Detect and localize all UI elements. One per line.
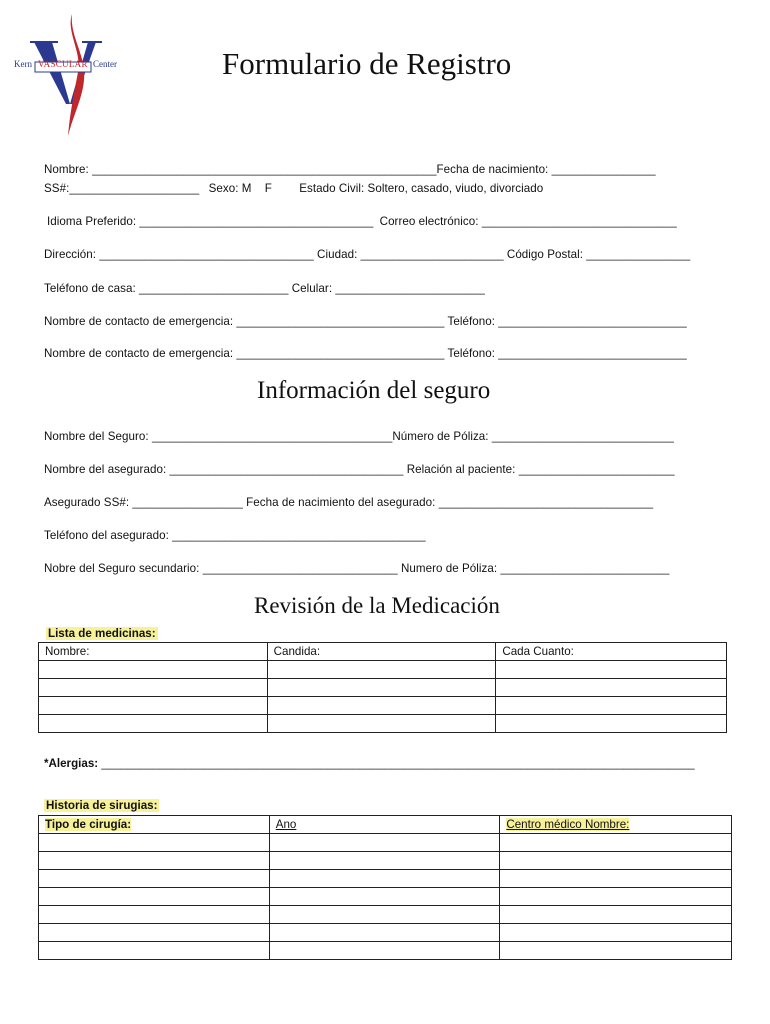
email-label: Correo electrónico: (379, 215, 479, 228)
insured-dob-label: Fecha de nacimiento del asegurado: (246, 496, 436, 509)
insured-name-field[interactable]: ____________________________________ (169, 463, 404, 476)
logo-word-vascular: VASCULAR (38, 59, 88, 69)
row-insured-ss (44, 496, 653, 509)
table-header-row (39, 643, 727, 661)
row-ss-sex-marital (44, 182, 543, 195)
table-row (39, 852, 732, 870)
zip-field[interactable]: ________________ (586, 248, 691, 261)
marital-status-options[interactable]: Estado Civil: Soltero, casado, viudo, divorciado (299, 182, 544, 195)
logo-word-kern: Kern (14, 59, 32, 69)
row-emergency-contact-2 (44, 347, 687, 360)
secondary-policy-field[interactable]: __________________________ (500, 562, 670, 575)
column-header (269, 816, 500, 834)
row-secondary-insurance (44, 562, 669, 575)
logo-mark-icon (12, 12, 132, 137)
table-cell[interactable] (39, 942, 270, 960)
cell-phone-label: Celular: (291, 282, 333, 295)
row-address (44, 248, 690, 261)
column-header: Nombre: (39, 643, 268, 661)
language-label: Idioma Preferido: (47, 215, 137, 228)
table-cell[interactable] (267, 661, 496, 679)
table-row (39, 906, 732, 924)
table-cell[interactable] (39, 852, 270, 870)
surgery-year-header: Ano (275, 818, 297, 831)
table-cell[interactable] (496, 661, 727, 679)
relationship-label: Relación al paciente: (406, 463, 516, 476)
table-row (39, 924, 732, 942)
address-field[interactable]: _________________________________ (99, 248, 314, 261)
table-cell[interactable] (267, 697, 496, 715)
table-cell[interactable] (500, 924, 732, 942)
dob-label: Fecha de nacimiento: (436, 163, 549, 176)
email-field[interactable]: ______________________________ (481, 215, 677, 228)
allergies-row (44, 757, 695, 770)
insured-ss-field[interactable]: _________________ (132, 496, 243, 509)
table-cell[interactable] (39, 906, 270, 924)
table-cell[interactable] (39, 679, 268, 697)
emergency-phone-field[interactable]: _____________________________ (498, 347, 687, 360)
table-cell[interactable] (269, 942, 500, 960)
insurance-name-label: Nombre del Seguro: (44, 430, 149, 443)
kern-vascular-logo (12, 12, 132, 137)
emergency-contact-field[interactable]: ________________________________ (236, 315, 445, 328)
medication-section-title: Revisión de la Medicación (254, 593, 500, 618)
emergency-contact-label: Nombre de contacto de emergencia: (44, 315, 234, 328)
table-cell[interactable] (496, 679, 727, 697)
name-field[interactable]: _____________________________________________________ (92, 163, 437, 176)
table-cell[interactable] (269, 834, 500, 852)
insured-ss-label: Asegurado SS#: (44, 496, 130, 509)
policy-number-label: Número de Póliza: (392, 430, 489, 443)
surgery-center-header: Centro médico Nombre: (506, 818, 630, 831)
table-header-row (39, 816, 732, 834)
language-field[interactable]: ____________________________________ (139, 215, 374, 228)
emergency-contact-field[interactable]: ________________________________ (236, 347, 445, 360)
insured-dob-field[interactable]: _________________________________ (438, 496, 654, 509)
surgery-history-label: Historia de sirugias: (46, 799, 158, 812)
row-emergency-contact-1 (44, 315, 687, 328)
relationship-field[interactable]: ________________________ (518, 463, 675, 476)
column-header: Cada Cuanto: (496, 643, 727, 661)
home-phone-label: Teléfono de casa: (44, 282, 136, 295)
table-cell[interactable] (269, 870, 500, 888)
medication-list-label: Lista de medicinas: (48, 627, 156, 640)
table-cell[interactable] (500, 888, 732, 906)
ss-field[interactable]: ____________________ (69, 182, 200, 195)
insured-name-label: Nombre del asegurado: (44, 463, 167, 476)
allergies-label: *Alergias: (44, 757, 99, 770)
page-title: Formulario de Registro (222, 46, 512, 81)
emergency-phone-label: Teléfono: (447, 347, 495, 360)
table-cell[interactable] (500, 852, 732, 870)
table-cell[interactable] (269, 906, 500, 924)
surgery-type-header: Tipo de cirugía: (45, 818, 132, 831)
row-insurance-name (44, 430, 674, 443)
table-cell[interactable] (39, 661, 268, 679)
table-cell[interactable] (267, 679, 496, 697)
allergies-field[interactable]: ____________________________________________________________________________________________ (101, 757, 695, 770)
table-cell[interactable] (496, 715, 727, 733)
secondary-insurance-field[interactable]: ______________________________ (202, 562, 398, 575)
table-row (39, 661, 727, 679)
dob-field[interactable]: ________________ (551, 163, 656, 176)
table-cell[interactable] (39, 888, 270, 906)
table-row (39, 715, 727, 733)
table-cell[interactable] (269, 924, 500, 942)
table-cell[interactable] (39, 697, 268, 715)
ss-label: SS#: (44, 182, 70, 195)
table-cell[interactable] (496, 697, 727, 715)
row-insured-name (44, 463, 675, 476)
column-header (39, 816, 270, 834)
home-phone-field[interactable]: _______________________ (139, 282, 289, 295)
emergency-phone-label: Teléfono: (447, 315, 495, 328)
address-label: Dirección: (44, 248, 97, 261)
city-label: Ciudad: (317, 248, 358, 261)
logo-word-center: Center (93, 59, 117, 69)
zip-label: Código Postal: (506, 248, 583, 261)
column-header: Candida: (267, 643, 496, 661)
insured-phone-field[interactable]: _______________________________________ (172, 529, 426, 542)
table-cell[interactable] (269, 888, 500, 906)
table-row (39, 888, 732, 906)
surgery-table (38, 815, 732, 960)
table-cell[interactable] (500, 942, 732, 960)
name-label: Nombre: (44, 163, 89, 176)
sex-f-option[interactable]: F (264, 182, 272, 195)
emergency-phone-field[interactable]: _____________________________ (498, 315, 687, 328)
table-cell[interactable] (39, 715, 268, 733)
medication-table (38, 642, 727, 733)
secondary-insurance-label: Nobre del Seguro secundario: (44, 562, 200, 575)
row-name-dob (44, 163, 656, 176)
table-row (39, 697, 727, 715)
row-language-email (47, 215, 677, 228)
table-cell[interactable] (500, 870, 732, 888)
table-row (39, 942, 732, 960)
column-header (500, 816, 732, 834)
row-phones (44, 282, 485, 295)
emergency-contact-label: Nombre de contacto de emergencia: (44, 347, 234, 360)
table-cell[interactable] (39, 870, 270, 888)
insurance-section-title: Información del seguro (257, 377, 491, 404)
sex-m-option[interactable]: Sexo: M (208, 182, 252, 195)
table-cell[interactable] (267, 715, 496, 733)
table-cell[interactable] (39, 834, 270, 852)
table-row (39, 870, 732, 888)
secondary-policy-label: Numero de Póliza: (400, 562, 498, 575)
insured-phone-label: Teléfono del asegurado: (44, 529, 169, 542)
table-cell[interactable] (500, 834, 732, 852)
table-cell[interactable] (500, 906, 732, 924)
table-cell[interactable] (39, 924, 270, 942)
table-cell[interactable] (269, 852, 500, 870)
cell-phone-field[interactable]: _______________________ (335, 282, 485, 295)
city-field[interactable]: ______________________ (360, 248, 504, 261)
table-row (39, 679, 727, 697)
policy-number-field[interactable]: ____________________________ (491, 430, 674, 443)
row-insured-phone (44, 529, 426, 542)
table-row (39, 834, 732, 852)
insurance-name-field[interactable]: _____________________________________ (151, 430, 393, 443)
